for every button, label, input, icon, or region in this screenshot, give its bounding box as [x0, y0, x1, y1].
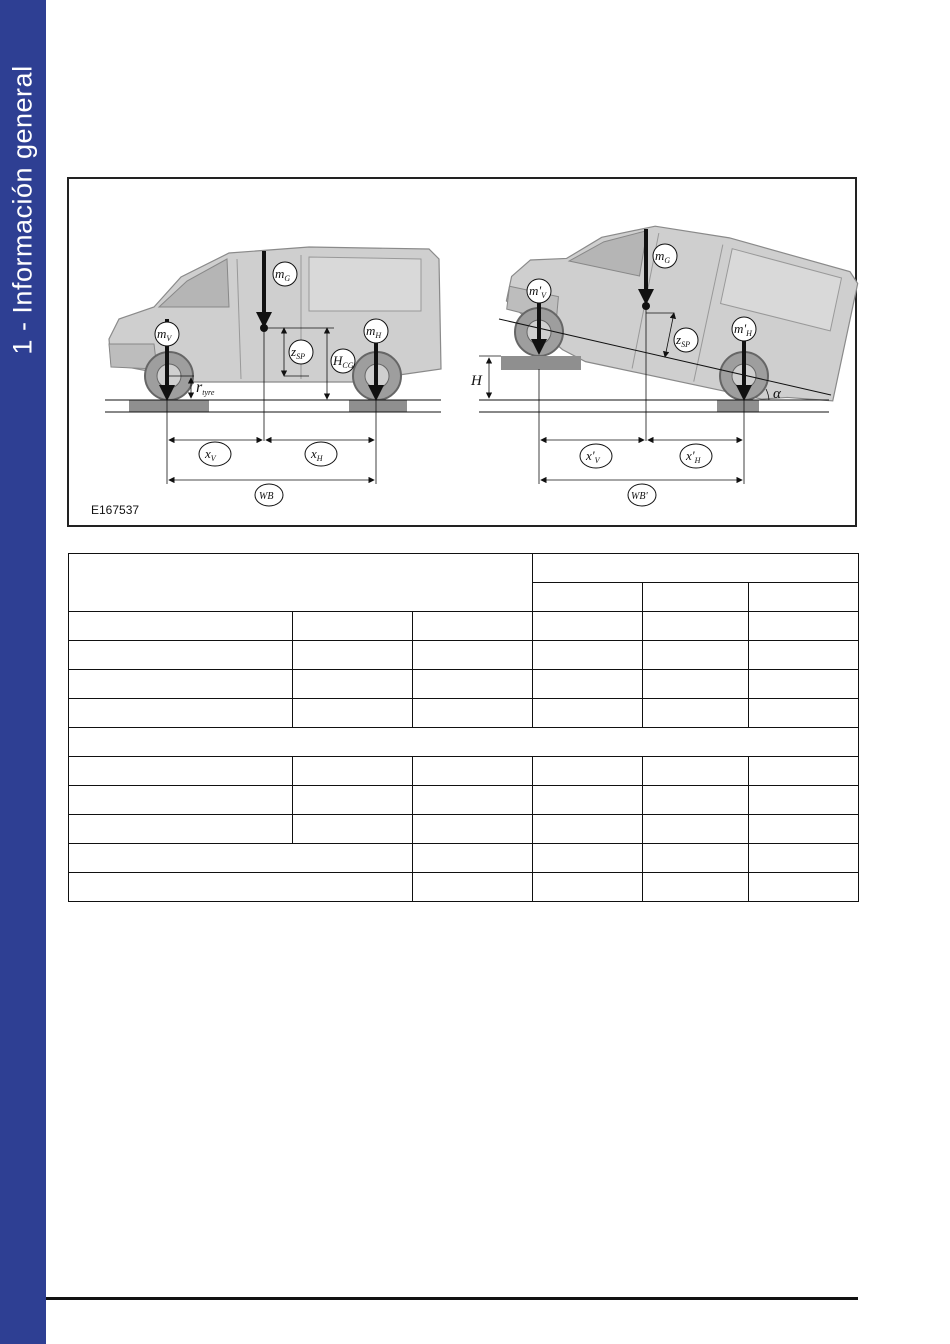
label-z-sp-tilted — [674, 328, 698, 352]
table-cell — [293, 641, 413, 670]
svg-text:rtyre: rtyre — [196, 379, 215, 397]
table-cell — [69, 641, 293, 670]
table-cell — [293, 815, 413, 844]
table-cell — [413, 554, 533, 612]
table-cell — [749, 873, 859, 902]
table-cell — [749, 757, 859, 786]
table-cell — [533, 670, 643, 699]
svg-text:zSP: $z_{SP}$ — [291, 344, 305, 361]
label-alpha — [773, 386, 782, 402]
label-m-g-tilted — [653, 244, 677, 268]
table-cell — [293, 786, 413, 815]
table-cell — [533, 612, 643, 641]
figure-id: E167537 — [91, 503, 140, 517]
table-row — [69, 844, 859, 873]
table-cell — [643, 583, 749, 612]
table-cell — [413, 873, 533, 902]
table-cell — [749, 583, 859, 612]
table-cell — [69, 873, 413, 902]
label-h-cg — [331, 349, 355, 373]
label-wb — [255, 484, 283, 506]
svg-text:mH: $m_H$ — [366, 323, 382, 340]
label-m-v-tilted — [527, 279, 551, 303]
table-cell — [533, 554, 859, 583]
table-cell — [413, 612, 533, 641]
weight-distribution-diagram — [69, 179, 859, 529]
table-cell — [413, 641, 533, 670]
figure-box — [67, 177, 857, 527]
table-cell — [643, 786, 749, 815]
table-row — [69, 786, 859, 815]
label-x-h-tilted — [680, 444, 712, 468]
label-m-g — [273, 262, 297, 286]
label-x-h — [305, 442, 337, 466]
table-cell — [69, 757, 293, 786]
label-z-sp — [289, 340, 313, 364]
side-tab — [0, 0, 46, 1344]
table-cell — [643, 670, 749, 699]
table-cell — [69, 815, 293, 844]
svg-text:x'H: $x'_H$ — [686, 448, 701, 465]
table-cell — [293, 670, 413, 699]
svg-text:zSP: $z_{SP}$ — [676, 332, 690, 349]
table-cell — [293, 554, 413, 612]
table-cell — [533, 844, 643, 873]
right-van-illustration — [497, 195, 859, 413]
table-cell — [749, 786, 859, 815]
table-cell — [293, 757, 413, 786]
label-wb-tilted — [628, 484, 656, 506]
svg-text:mG: $m_G$ — [655, 248, 671, 265]
label-m-h-tilted — [732, 317, 756, 341]
table-row — [69, 728, 859, 757]
svg-text:mV: $m_V$ — [157, 326, 172, 343]
table-cell — [533, 583, 643, 612]
table-cell — [533, 699, 643, 728]
table-cell — [643, 757, 749, 786]
table-section-row — [69, 728, 859, 757]
svg-text:mG: $m_G$ — [275, 266, 291, 283]
svg-text:m'V: $m'_V$ — [529, 283, 547, 300]
label-x-v — [199, 442, 231, 466]
table-cell — [749, 815, 859, 844]
svg-text:α: α — [773, 386, 781, 402]
table-cell — [413, 699, 533, 728]
svg-text:WB': WB' — [631, 491, 648, 502]
table-row — [69, 641, 859, 670]
footer-rule — [46, 1297, 858, 1300]
table-cell — [533, 873, 643, 902]
table-row — [69, 757, 859, 786]
table-cell — [69, 699, 293, 728]
table-cell — [749, 612, 859, 641]
table-row — [69, 554, 859, 583]
table-cell — [533, 815, 643, 844]
table-row — [69, 815, 859, 844]
table-cell — [749, 670, 859, 699]
svg-text:H: H — [471, 373, 482, 389]
svg-text:HCG: $H_{CG}$ — [333, 353, 354, 370]
table-cell — [533, 757, 643, 786]
table-cell — [643, 612, 749, 641]
table-cell — [749, 641, 859, 670]
table-cell — [293, 699, 413, 728]
label-m-v — [155, 322, 179, 346]
table-cell — [413, 815, 533, 844]
table-cell — [643, 699, 749, 728]
table-cell — [643, 641, 749, 670]
label-m-h — [364, 319, 388, 343]
table-cell — [413, 757, 533, 786]
table-cell — [69, 844, 413, 873]
table-cell — [749, 844, 859, 873]
table-cell — [413, 844, 533, 873]
table-row — [69, 699, 859, 728]
table-cell — [643, 844, 749, 873]
label-h-height — [470, 373, 483, 389]
table-cell — [293, 612, 413, 641]
table-cell — [533, 786, 643, 815]
table-cell — [413, 670, 533, 699]
table-cell — [643, 815, 749, 844]
table-cell — [69, 612, 293, 641]
table-row — [69, 612, 859, 641]
svg-text:xH: $x_H$ — [311, 446, 323, 463]
svg-text:x'V: $x'_V$ — [586, 448, 600, 465]
raised-scale-pad — [501, 356, 581, 370]
svg-text:xV: $x_V$ — [205, 446, 216, 463]
table-row — [69, 670, 859, 699]
chapter-title: 1 - Información general — [7, 65, 38, 355]
label-x-v-tilted — [580, 444, 612, 468]
rear-scale-pad — [717, 400, 759, 412]
table-cell — [533, 641, 643, 670]
specification-table — [68, 553, 859, 902]
table-cell — [69, 670, 293, 699]
table-cell — [749, 699, 859, 728]
table-cell — [413, 786, 533, 815]
table-cell — [643, 873, 749, 902]
table-row — [69, 873, 859, 902]
svg-text:m'H: $m'_H$ — [734, 321, 752, 338]
svg-text:WB: WB — [259, 491, 274, 502]
table-cell — [69, 554, 293, 612]
table-cell — [69, 786, 293, 815]
